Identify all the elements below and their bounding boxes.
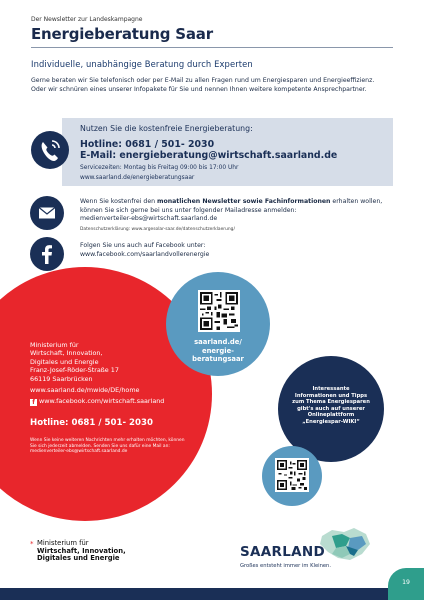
newsletter-text [80,198,396,224]
service-hours: Servicezeiten: Montag bis Freitag 09:00 bis 17:00 Uhr [80,165,239,171]
hotline-web-link[interactable]: www.saarland.de/energieberatungsaar [80,175,195,181]
facebook-icon [30,237,64,271]
wiki-text [284,386,378,426]
facebook-text [80,242,380,259]
newsletter-text-bold: monatlichen Newsletter sowie Fachinformationen [157,198,331,205]
newsletter-text-after: erhalten wollen, können Sie sich gerne bei uns unter folgender Mailadresse anmelden: [80,198,383,214]
newsletter-text-before: Wenn Sie kostenfrei den [80,198,158,205]
ministry-line1: Ministerium für [30,341,79,349]
title-divider [31,47,393,48]
wiki-line3: zum Thema Energiesparen [292,399,370,406]
newsletter-email-link[interactable]: medienverteiler-ebs@wirtschaft.saarland.de [80,215,218,223]
facebook-mini-icon: f [30,399,37,406]
qr-line2: energie- [201,346,235,355]
wiki-line4: gibt's auch auf unserer [297,405,365,412]
ministry-hotline[interactable]: Hotline: 0681 / 501- 2030 [30,418,153,428]
page-number: 19 [402,579,410,586]
privacy-link[interactable]: Datenschutzerklärung: www.argesolar-saar.de/datenschutzerklaerung/ [80,227,235,232]
subtitle: Individuelle, unabhängige Beratung durch Experten [31,59,253,69]
kicker: Der Newsletter zur Landeskampagne [31,16,143,23]
wiki-line2: Informationen und Tipps [294,392,368,399]
unsubscribe-note: Wenn Sie keine weiteren Nachrichten mehr erhalten möchten, können Sie sich jederzeit abmelden. Senden Sie uns dafür eine Mail an: medienverteiler-ebs@wirtschaft.saarland.de [30,438,185,455]
qr-link-text[interactable] [166,338,270,364]
mail-icon [30,196,64,230]
footer-ministry-line2: Wirtschaft, Innovation, [37,546,126,555]
hotline-number[interactable]: Hotline: 0681 / 501- 2030 [80,139,215,150]
page-title: Energieberatung Saar [31,25,213,43]
wiki-line6: „Energiespar-WIKI“ [302,418,360,425]
hotline-email[interactable]: E-Mail: energieberatung@wirtschaft.saarland.de [80,150,338,161]
facebook-link[interactable]: www.facebook.com/saarlandvollerenergie [80,250,210,258]
qr-line1: saarland.de/ [194,338,242,346]
qr-code-icon[interactable] [198,290,240,332]
ministry-facebook-link[interactable]: www.facebook.com/wirtschaft.saarland [39,397,165,405]
qr-line3: beratungsaar [192,355,244,364]
wiki-qr-code-icon[interactable] [275,458,309,492]
ministry-web-link[interactable]: www.saarland.de/mwide/DE/home [30,386,140,394]
hotline-heading: Nutzen Sie die kostenfreie Energieberatung: [80,124,253,133]
saarland-logo: SAARLAND [240,544,325,560]
ministry-line5: 66119 Saarbrücken [30,374,93,383]
saarland-slogan: Großes entsteht immer im Kleinen. [240,563,331,569]
ministry-logo [37,540,167,563]
footer-bar [0,588,424,600]
footer-ministry-line1: Ministerium für [37,539,89,547]
ministry-facebook[interactable] [30,397,164,406]
intro-text: Gerne beraten wir Sie telefonisch oder per E-Mail zu allen Fragen rund um Energiesparen und Energieeffizienz. Oder wir schnüren eines unserer Infopakete für Sie und nennen Ihnen weitere kompetente Ansprechpartner. [31,77,375,93]
wiki-line1: Interessante [312,386,350,392]
facebook-line1: Folgen Sie uns auch auf Facebook unter: [80,242,206,249]
ministry-line4: Franz-Josef-Röder-Straße 17 [30,366,119,375]
ministry-line2: Wirtschaft, Innovation, [30,349,103,358]
phone-icon [31,131,69,169]
ministry-logo-star: * [30,540,34,548]
wiki-line5: Onlineplattform [307,412,355,419]
footer-ministry-line3: Digitales und Energie [37,554,120,563]
ministry-line3: Digitales und Energie [30,357,99,366]
